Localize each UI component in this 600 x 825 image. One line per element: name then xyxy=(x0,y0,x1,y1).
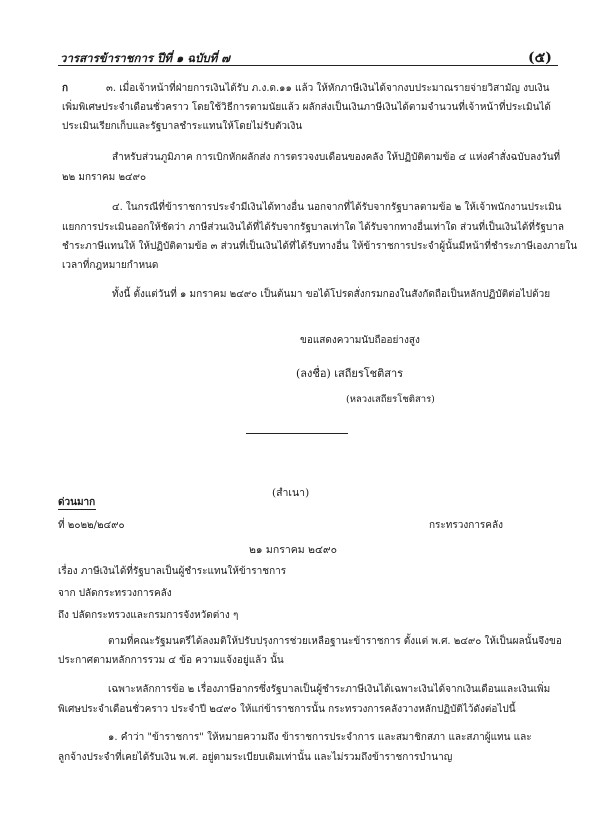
body-line-8: ชำระภาษีแทนให้ ให้ปฏิบัติตามข้อ ๓ ส่วนที่เป็นเงินได้ที่ได้รับทางอื่น ให้ข้าราชการประจำผู้นั้นมีหน้าที่ชำระภาษีเองภายใน xyxy=(62,241,578,252)
section-divider xyxy=(246,433,348,434)
memo-subject: เรื่อง ภาษีเงินได้ที่รัฐบาลเป็นผู้ชำระแทนให้ข้าราชการ xyxy=(58,566,287,577)
memo-from: จาก ปลัดกระทรวงการคลัง xyxy=(58,588,172,599)
memo-date: ๒๑ มกราคม ๒๔๙๐ xyxy=(249,544,337,556)
copy-label: (สำเนา) xyxy=(272,487,310,499)
body-line-7: แยกการประเมินออกให้ชัดว่า ภาษีส่วนเงินได้ที่ได้รับจากรัฐบาลเท่าใด ได้รับจากทางอื่นเท่าใด ส่วนที่เป็นเงินได้ที่รัฐบาล xyxy=(62,222,564,233)
memo-line-4: พิเศษประจำเดือนชั่วคราว ประจำปี ๒๔๙๐ ให้แก่ข้าราชการนั้น กระทรวงการคลังวางหลักปฏิบัติไว้ดังต่อไปนี้ xyxy=(58,704,516,715)
body-line-3: ประเมินเรียกเก็บและรัฐบาลชำระแทนให้โดยไม่รับตัวเงิน xyxy=(62,121,303,132)
signature-closing: ขอแสดงความนับถืออย่างสูง xyxy=(300,335,420,346)
page-number: (๕) xyxy=(528,50,552,66)
journal-header-title: วารสารข้าราชการ ปีที่ ๑ ฉบับที่ ๗ xyxy=(60,51,230,65)
body-line-2: เพิ่มพิเศษประจำเดือนชั่วคราว โดยใช้วิธีการตามนัยแล้ว ผลักส่งเป็นเงินภาษีเงินได้ตามจำนวนที่เจ้าหน้าที่ประเมินได้ xyxy=(62,102,551,113)
body-line-9: เวลาที่กฎหมายกำหนด xyxy=(62,260,159,271)
memo-line-6: ลูกจ้างประจำที่เคยได้รับเงิน พ.ศ. อยู่ตามระเบียบเดิมเท่านั้น และไม่รวมถึงข้าราชการบำนาญ xyxy=(58,752,453,763)
body-line-6: ๔. ในกรณีที่ข้าราชการประจำมีเงินได้ทางอื่น นอกจากที่ได้รับจากรัฐบาลตามข้อ ๒ ให้เจ้าพนักงานประเมิน xyxy=(112,202,562,213)
document-number: ที่ ๒๐๒๒/๒๔๙๐ xyxy=(58,520,125,531)
urgency-underline xyxy=(58,509,96,510)
memo-to: ถึง ปลัดกระทรวงและกรมการจังหวัดต่าง ๆ xyxy=(58,610,239,621)
memo-line-2: ประกาศตามหลักการรวม ๔ ข้อ ความแจ้งอยู่แล้ว นั้น xyxy=(58,655,284,666)
body-line-4: สำหรับส่วนภูมิภาค การเบิกหักผลักส่ง การตรวจงบเดือนของคลัง ให้ปฏิบัติตามข้อ ๔ แห่งคำสั่งฉบับลงวันที่ xyxy=(112,152,561,163)
body-line-5: ๒๒ มกราคม ๒๔๙๐ xyxy=(62,172,147,183)
header-rule xyxy=(58,65,558,66)
memo-line-1: ตามที่คณะรัฐมนตรีได้ลงมติให้ปรับปรุงการช่วยเหลือฐานะข้าราชการ ตั้งแต่ พ.ศ. ๒๔๙๐ ให้เป็นผลนั้นจึงขอ xyxy=(108,636,562,647)
issuing-ministry: กระทรวงการคลัง xyxy=(429,520,503,531)
memo-line-5: ๑. คำว่า "ข้าราชการ" ให้หมายความถึง ข้าราชการประจำการ และสมาชิกสภา และสภาผู้แทน และ xyxy=(108,732,532,743)
urgency-label: ด่วนมาก xyxy=(58,497,96,508)
signature-signed: (ลงชื่อ) เสถียรโชติสาร xyxy=(296,367,404,380)
body-line-1: ๓. เมื่อเจ้าหน้าที่ฝ่ายการเงินได้รับ ภ.ง.ด.๑๑ แล้ว ให้หักภาษีเงินได้จากงบประมาณรายจ่ายวิสามัญ งบเงิน xyxy=(106,83,550,94)
signature-name: (หลวงเสถียรโชติสาร) xyxy=(346,394,435,405)
body-line-10: ทั้งนี้ ตั้งแต่วันที่ ๑ มกราคม ๒๔๙๐ เป็นต้นมา ขอได้โปรดสั่งกรมกองในสังกัดถือเป็นหลักปฏิบัติต่อไปด้วย xyxy=(112,289,551,300)
margin-marker: ก xyxy=(62,83,69,94)
memo-line-3: เฉพาะหลักการข้อ ๒ เรื่องภาษีอากรซึ่งรัฐบาลเป็นผู้ชำระภาษีเงินได้เฉพาะเงินได้จากเงินเดือนและเงินเพิ่ม xyxy=(108,684,551,695)
